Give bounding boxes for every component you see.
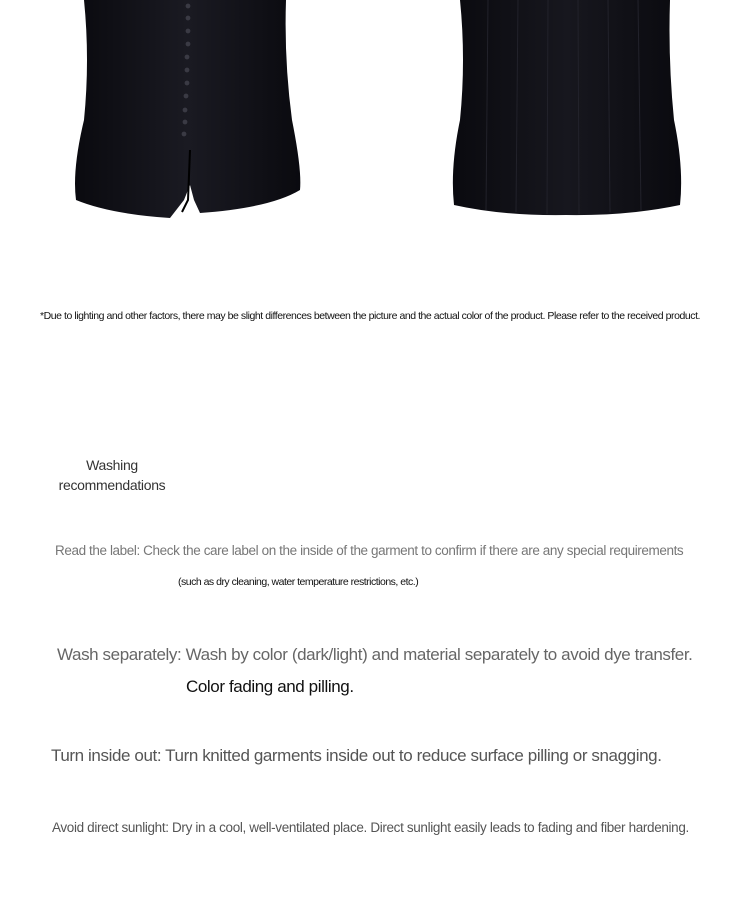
tip-wash-separately-continuation: Color fading and pilling. xyxy=(186,677,354,696)
tip-turn-inside-out: Turn inside out: Turn knitted garments inside out to reduce surface pilling or snagging. xyxy=(51,746,662,765)
tip-wash-separately: Wash separately: Wash by color (dark/light) and material separately to avoid dye transfer. xyxy=(57,645,693,664)
garment-back-icon xyxy=(448,0,688,225)
garment-front-icon xyxy=(70,0,310,225)
tip-avoid-sunlight: Avoid direct sunlight: Dry in a cool, well-ventilated place. Direct sunlight easily leads to fading and fiber hardening. xyxy=(52,820,689,835)
washing-section-title xyxy=(48,455,176,495)
product-images xyxy=(0,0,750,260)
color-disclaimer: *Due to lighting and other factors, there may be slight differences between the picture and the actual color of the product. Please refer to the received product. xyxy=(40,310,701,322)
section-title-line: Washing xyxy=(86,457,138,473)
tip-read-label-note: (such as dry cleaning, water temperature restrictions, etc.) xyxy=(178,576,419,588)
tip-read-label: Read the label: Check the care label on the inside of the garment to confirm if there are any special requirements xyxy=(55,543,684,558)
section-title-line: recommendations xyxy=(58,477,166,493)
